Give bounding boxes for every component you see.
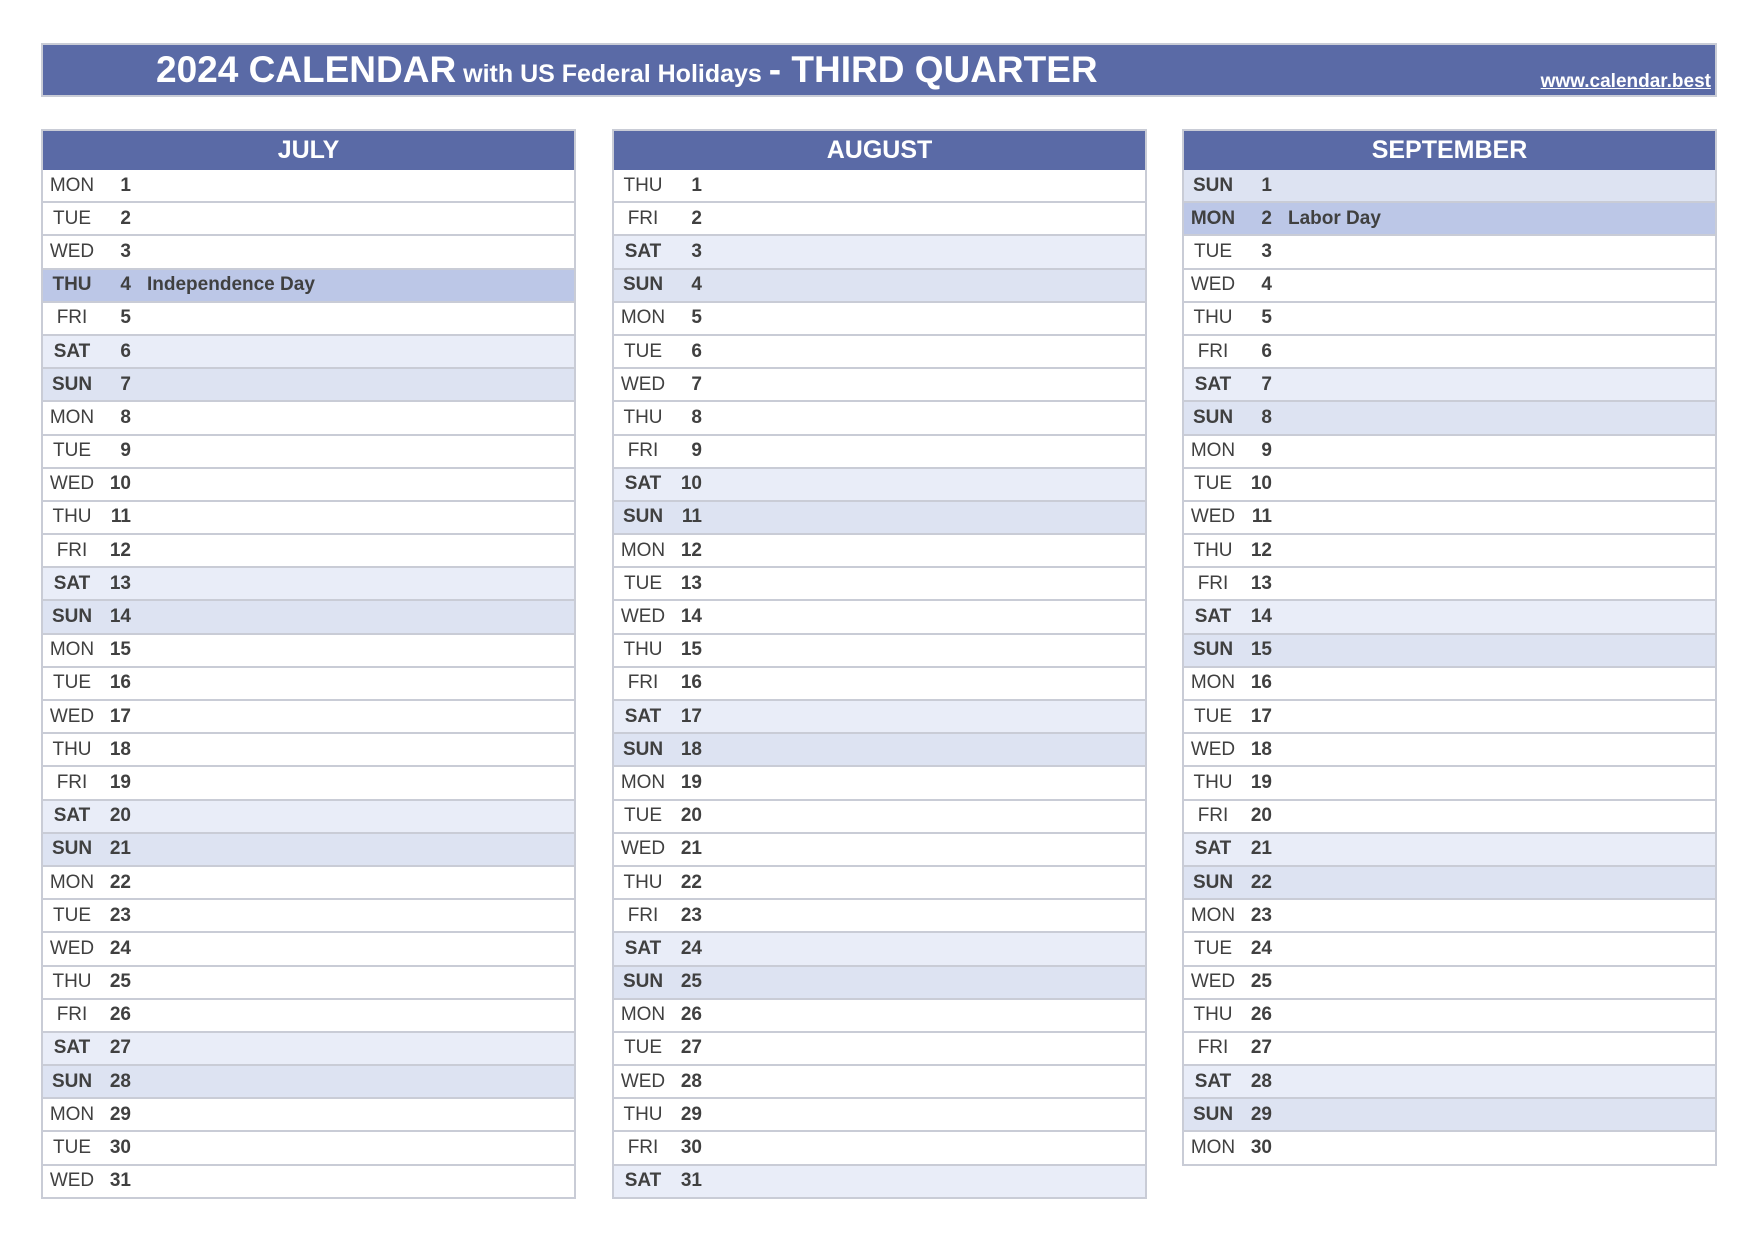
day-number: 30	[109, 1137, 131, 1159]
day-number: 27	[1250, 1037, 1272, 1059]
day-number: 11	[110, 506, 131, 528]
day-number: 24	[109, 937, 131, 959]
day-of-week: WED	[49, 240, 95, 262]
day-number: 16	[109, 672, 131, 694]
day-row	[612, 1166, 1147, 1199]
day-row	[41, 933, 576, 966]
day-number: 21	[1250, 838, 1272, 860]
day-row	[41, 601, 576, 634]
day-number: 25	[1250, 971, 1272, 993]
day-of-week: THU	[52, 738, 92, 760]
day-number: 18	[109, 738, 131, 760]
day-row	[612, 900, 1147, 933]
day-number: 20	[680, 805, 702, 827]
day-number: 25	[109, 971, 131, 993]
day-number: 29	[109, 1103, 131, 1125]
day-of-week: SUN	[622, 971, 664, 993]
day-number: 19	[109, 771, 131, 793]
day-number: 1	[1261, 174, 1272, 196]
day-number: 10	[109, 473, 131, 495]
day-of-week: MON	[1190, 904, 1236, 926]
day-of-week: WED	[620, 838, 666, 860]
day-row	[1182, 270, 1717, 303]
day-row	[41, 1132, 576, 1165]
day-of-week: SAT	[624, 473, 662, 495]
day-row	[41, 535, 576, 568]
day-row	[1182, 1099, 1717, 1132]
day-of-week: SAT	[1194, 373, 1232, 395]
day-row	[612, 967, 1147, 1000]
day-row	[612, 601, 1147, 634]
day-number: 12	[680, 539, 702, 561]
day-row	[41, 1099, 576, 1132]
day-row	[41, 568, 576, 601]
day-of-week: SUN	[51, 373, 93, 395]
day-row	[612, 668, 1147, 701]
day-number: 2	[691, 207, 702, 229]
day-row	[1182, 236, 1717, 269]
day-of-week: MON	[49, 1103, 95, 1125]
day-number: 9	[1261, 440, 1272, 462]
day-of-week: THU	[52, 274, 92, 296]
day-number: 1	[120, 174, 131, 196]
month-august	[612, 129, 1147, 1199]
day-row	[1182, 967, 1717, 1000]
day-of-week: FRI	[1197, 805, 1229, 827]
day-number: 16	[680, 672, 702, 694]
day-row	[612, 1066, 1147, 1099]
day-number: 20	[109, 805, 131, 827]
day-row	[41, 1066, 576, 1099]
day-of-week: TUE	[1194, 705, 1232, 727]
day-of-week: THU	[52, 971, 92, 993]
day-number: 23	[109, 904, 131, 926]
day-of-week: TUE	[53, 1137, 91, 1159]
day-row	[612, 1099, 1147, 1132]
day-row	[612, 236, 1147, 269]
day-row	[41, 1166, 576, 1199]
day-row	[612, 701, 1147, 734]
day-number: 30	[1250, 1137, 1272, 1159]
day-row	[1182, 303, 1717, 336]
day-number: 16	[1250, 672, 1272, 694]
day-row	[41, 369, 576, 402]
day-row	[1182, 1000, 1717, 1033]
day-list	[41, 170, 576, 1199]
day-of-week: MON	[1190, 672, 1236, 694]
day-number: 6	[691, 340, 702, 362]
day-of-week: THU	[623, 406, 663, 428]
day-row	[612, 402, 1147, 435]
day-of-week: SAT	[1194, 606, 1232, 628]
day-number: 4	[120, 274, 131, 296]
day-number: 15	[680, 639, 702, 661]
day-of-week: FRI	[1197, 1037, 1229, 1059]
day-number: 14	[1250, 606, 1272, 628]
day-row	[1182, 436, 1717, 469]
day-number: 1	[691, 174, 702, 196]
day-of-week: SUN	[51, 606, 93, 628]
day-row	[1182, 402, 1717, 435]
day-row	[41, 635, 576, 668]
day-of-week: TUE	[624, 572, 662, 594]
day-row	[41, 1000, 576, 1033]
day-row	[41, 236, 576, 269]
day-number: 22	[109, 871, 131, 893]
day-number: 5	[120, 307, 131, 329]
day-number: 31	[109, 1170, 131, 1192]
day-of-week: SAT	[1194, 838, 1232, 860]
title-quarter: - THIRD QUARTER	[768, 49, 1098, 90]
day-number: 17	[109, 705, 131, 727]
day-of-week: THU	[623, 1103, 663, 1125]
day-list	[1182, 170, 1717, 1166]
day-number: 4	[1261, 274, 1272, 296]
day-number: 20	[1250, 805, 1272, 827]
day-number: 11	[1251, 506, 1272, 528]
day-of-week: MON	[49, 871, 95, 893]
day-row	[612, 933, 1147, 966]
day-of-week: TUE	[1194, 240, 1232, 262]
day-of-week: THU	[1193, 307, 1233, 329]
day-of-week: MON	[620, 1004, 666, 1026]
day-of-week: FRI	[627, 672, 659, 694]
day-number: 31	[680, 1170, 702, 1192]
day-of-week: FRI	[1197, 572, 1229, 594]
day-number: 5	[691, 307, 702, 329]
day-of-week: THU	[1193, 1004, 1233, 1026]
day-number: 25	[680, 971, 702, 993]
day-row	[612, 535, 1147, 568]
day-of-week: FRI	[627, 440, 659, 462]
day-of-week: TUE	[624, 805, 662, 827]
day-number: 8	[1261, 406, 1272, 428]
day-row	[612, 270, 1147, 303]
day-number: 9	[691, 440, 702, 462]
day-row	[1182, 668, 1717, 701]
day-of-week: FRI	[56, 1004, 88, 1026]
day-row	[1182, 535, 1717, 568]
day-of-week: SAT	[624, 1170, 662, 1192]
day-row	[612, 170, 1147, 203]
day-number: 8	[691, 406, 702, 428]
day-number: 13	[1250, 572, 1272, 594]
day-row	[612, 502, 1147, 535]
month-header: SEPTEMBER	[1182, 129, 1717, 170]
day-row	[41, 170, 576, 203]
day-number: 11	[681, 506, 702, 528]
day-of-week: SAT	[624, 937, 662, 959]
day-row	[1182, 469, 1717, 502]
day-of-week: TUE	[624, 340, 662, 362]
day-number: 27	[109, 1037, 131, 1059]
day-number: 29	[1250, 1103, 1272, 1125]
day-row	[612, 767, 1147, 800]
day-row	[612, 635, 1147, 668]
day-of-week: SUN	[622, 274, 664, 296]
day-number: 18	[1250, 738, 1272, 760]
day-row	[41, 203, 576, 236]
day-of-week: THU	[623, 871, 663, 893]
day-number: 6	[120, 340, 131, 362]
day-of-week: MON	[1190, 440, 1236, 462]
day-number: 13	[109, 572, 131, 594]
day-row	[41, 967, 576, 1000]
day-row	[612, 734, 1147, 767]
day-of-week: SUN	[51, 1070, 93, 1092]
day-of-week: SUN	[1192, 639, 1234, 661]
day-number: 12	[109, 539, 131, 561]
day-of-week: SUN	[622, 506, 664, 528]
day-number: 12	[1250, 539, 1272, 561]
day-of-week: MON	[49, 406, 95, 428]
day-of-week: FRI	[56, 771, 88, 793]
day-row	[1182, 834, 1717, 867]
day-number: 3	[1261, 240, 1272, 262]
day-row	[612, 369, 1147, 402]
day-row	[612, 469, 1147, 502]
day-row	[41, 834, 576, 867]
day-row	[41, 402, 576, 435]
month-header: AUGUST	[612, 129, 1147, 170]
day-of-week: SAT	[53, 572, 91, 594]
page-title	[156, 49, 1098, 91]
holiday-name: Independence Day	[147, 274, 315, 296]
day-number: 23	[1250, 904, 1272, 926]
day-of-week: SUN	[622, 738, 664, 760]
day-row	[1182, 701, 1717, 734]
day-number: 15	[1250, 639, 1272, 661]
day-row	[612, 801, 1147, 834]
day-row	[612, 436, 1147, 469]
day-row	[612, 1000, 1147, 1033]
day-of-week: MON	[620, 539, 666, 561]
day-number: 30	[680, 1137, 702, 1159]
day-number: 7	[1261, 373, 1272, 395]
day-number: 5	[1261, 307, 1272, 329]
day-number: 3	[691, 240, 702, 262]
day-number: 6	[1261, 340, 1272, 362]
day-row	[41, 469, 576, 502]
day-number: 23	[680, 904, 702, 926]
day-of-week: TUE	[53, 207, 91, 229]
day-of-week: SUN	[1192, 1103, 1234, 1125]
day-of-week: WED	[620, 606, 666, 628]
day-number: 10	[680, 473, 702, 495]
holiday-name: Labor Day	[1288, 207, 1381, 229]
day-row	[612, 1132, 1147, 1165]
day-of-week: SUN	[1192, 406, 1234, 428]
day-row	[41, 701, 576, 734]
day-of-week: FRI	[627, 1137, 659, 1159]
day-row	[1182, 336, 1717, 369]
day-number: 28	[109, 1070, 131, 1092]
day-row	[612, 867, 1147, 900]
day-number: 24	[680, 937, 702, 959]
day-row	[612, 1033, 1147, 1066]
day-row	[41, 1033, 576, 1066]
title-main: 2024 CALENDAR	[156, 49, 457, 90]
day-of-week: TUE	[624, 1037, 662, 1059]
day-of-week: MON	[620, 771, 666, 793]
day-number: 2	[1261, 207, 1272, 229]
day-of-week: WED	[620, 373, 666, 395]
day-number: 14	[109, 606, 131, 628]
day-number: 21	[680, 838, 702, 860]
day-number: 2	[120, 207, 131, 229]
day-row	[41, 801, 576, 834]
day-number: 15	[109, 639, 131, 661]
day-of-week: TUE	[53, 440, 91, 462]
day-number: 13	[680, 572, 702, 594]
day-of-week: FRI	[627, 207, 659, 229]
day-of-week: TUE	[53, 672, 91, 694]
month-september	[1182, 129, 1717, 1166]
day-row	[1182, 1132, 1717, 1165]
day-of-week: WED	[49, 705, 95, 727]
day-of-week: SAT	[53, 805, 91, 827]
day-number: 29	[680, 1103, 702, 1125]
title-subtitle: with US Federal Holidays	[456, 60, 769, 88]
day-row	[1182, 203, 1717, 236]
day-row	[1182, 801, 1717, 834]
day-row	[1182, 502, 1717, 535]
day-of-week: TUE	[1194, 473, 1232, 495]
day-number: 7	[691, 373, 702, 395]
day-row	[612, 303, 1147, 336]
day-row	[1182, 933, 1717, 966]
day-of-week: MON	[1190, 1137, 1236, 1159]
day-row	[1182, 900, 1717, 933]
day-of-week: WED	[49, 937, 95, 959]
day-of-week: TUE	[53, 904, 91, 926]
day-of-week: TUE	[1194, 937, 1232, 959]
day-row	[1182, 1033, 1717, 1066]
day-row	[41, 668, 576, 701]
day-number: 7	[120, 373, 131, 395]
day-of-week: THU	[52, 506, 92, 528]
day-row	[41, 270, 576, 303]
day-of-week: SAT	[1194, 1070, 1232, 1092]
day-of-week: SUN	[51, 838, 93, 860]
month-header: JULY	[41, 129, 576, 170]
day-number: 4	[691, 274, 702, 296]
calendar-banner	[41, 43, 1717, 97]
day-number: 28	[680, 1070, 702, 1092]
day-of-week: WED	[1190, 274, 1236, 296]
day-number: 9	[120, 440, 131, 462]
day-number: 22	[680, 871, 702, 893]
day-number: 18	[680, 738, 702, 760]
day-row	[41, 502, 576, 535]
day-row	[1182, 369, 1717, 402]
day-of-week: SAT	[624, 240, 662, 262]
day-row	[1182, 170, 1717, 203]
day-row	[612, 834, 1147, 867]
day-number: 22	[1250, 871, 1272, 893]
day-row	[1182, 867, 1717, 900]
day-number: 26	[109, 1004, 131, 1026]
day-row	[41, 734, 576, 767]
day-row	[41, 867, 576, 900]
day-of-week: MON	[49, 639, 95, 661]
day-number: 8	[120, 406, 131, 428]
day-row	[41, 336, 576, 369]
day-row	[41, 900, 576, 933]
day-of-week: THU	[623, 639, 663, 661]
day-of-week: SAT	[624, 705, 662, 727]
day-number: 17	[680, 705, 702, 727]
day-number: 14	[680, 606, 702, 628]
day-of-week: SAT	[53, 340, 91, 362]
day-row	[41, 303, 576, 336]
day-number: 26	[1250, 1004, 1272, 1026]
day-number: 24	[1250, 937, 1272, 959]
day-of-week: SUN	[1192, 871, 1234, 893]
day-number: 3	[120, 240, 131, 262]
day-number: 26	[680, 1004, 702, 1026]
day-row	[612, 203, 1147, 236]
day-of-week: FRI	[56, 307, 88, 329]
day-of-week: THU	[623, 174, 663, 196]
day-of-week: WED	[49, 473, 95, 495]
day-of-week: THU	[1193, 539, 1233, 561]
day-of-week: WED	[49, 1170, 95, 1192]
day-row	[1182, 734, 1717, 767]
day-number: 10	[1250, 473, 1272, 495]
day-of-week: THU	[1193, 771, 1233, 793]
day-of-week: FRI	[56, 539, 88, 561]
day-row	[41, 767, 576, 800]
day-number: 19	[1250, 771, 1272, 793]
day-of-week: FRI	[1197, 340, 1229, 362]
day-of-week: WED	[1190, 971, 1236, 993]
day-number: 19	[680, 771, 702, 793]
day-row	[1182, 635, 1717, 668]
day-of-week: MON	[620, 307, 666, 329]
day-of-week: WED	[1190, 506, 1236, 528]
day-number: 28	[1250, 1070, 1272, 1092]
day-row	[612, 568, 1147, 601]
day-of-week: WED	[620, 1070, 666, 1092]
day-row	[612, 336, 1147, 369]
day-of-week: SAT	[53, 1037, 91, 1059]
day-row	[1182, 601, 1717, 634]
day-of-week: FRI	[627, 904, 659, 926]
day-of-week: MON	[1190, 207, 1236, 229]
day-of-week: SUN	[1192, 174, 1234, 196]
day-row	[41, 436, 576, 469]
day-number: 17	[1250, 705, 1272, 727]
website-link[interactable]: www.calendar.best	[1540, 71, 1711, 92]
month-july	[41, 129, 576, 1199]
day-number: 21	[109, 838, 131, 860]
day-row	[1182, 568, 1717, 601]
day-row	[1182, 1066, 1717, 1099]
day-list	[612, 170, 1147, 1199]
day-number: 27	[680, 1037, 702, 1059]
day-of-week: WED	[1190, 738, 1236, 760]
day-row	[1182, 767, 1717, 800]
day-of-week: MON	[49, 174, 95, 196]
